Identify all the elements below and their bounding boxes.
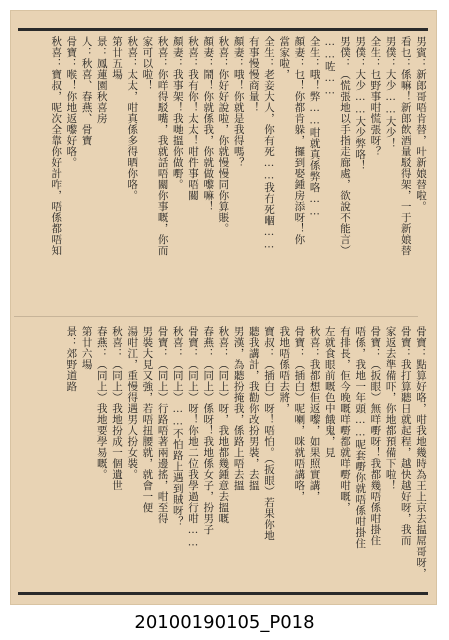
text-column: 秋喜：（同上）呀，我地都幾鍾意去搵嘅 — [217, 326, 230, 524]
text-column: 骨寶：（同上）行路唔著兩邊搖，咁至得 — [156, 326, 169, 524]
text-column: 骨寶：（扳眼）無咩嘢呀！我都幾唔係咁掛住 — [369, 326, 382, 546]
text-column: 人：秋喜、春燕、骨寶 — [80, 36, 93, 146]
text-column: 左就食眼前嘅色中餓鬼，見 — [323, 326, 336, 458]
text-column: 骨寶：點算好咯，咁我地幾時為王上京去揾屌哥呀， — [415, 326, 427, 579]
text-column: 男裝大見又強，若唔扭腰就，就會一便 — [141, 326, 154, 513]
text-column: 第廿五場 — [111, 36, 123, 80]
text-column: 秋喜：寶叔，呢次全靠你好計咋，唔係都唔知 — [50, 36, 63, 256]
text-column: 秋喜：你好好說啦，你就慢慢同你算賬。 — [217, 36, 230, 234]
text-column: 家可以啦！ — [141, 36, 154, 91]
text-column: 男僕：大少……大少弊咯！ — [354, 36, 367, 171]
text-column: 骨寶：喉！你地返嚟好咯。 — [65, 36, 78, 168]
text-column: 有排長，佢今晚嘅咩嘢都就咩嘢咁嘅， — [339, 326, 351, 513]
text-column: 顏妻：哦！你就是我得嗎？ — [232, 36, 245, 168]
text-column: 骨寶：（插白）呢喇，咪就唔講咯， — [293, 326, 306, 502]
text-column: 男賓：新郎哥唔肯替，叶新娘替啦。 — [415, 36, 427, 212]
text-column: 男僕：（慌張地以手指走廊處，欲說不能言） — [339, 36, 351, 256]
text-column: 春燕：（同上）係呀！我地係女子，扮男子 — [202, 326, 215, 535]
text-column: 秋喜：我有你！太太！咁件事唔關 — [187, 36, 199, 201]
text-column: 全生：哦！弊……咁就真係弊咯…… — [308, 36, 321, 218]
text-column: 有事慢慢商量！ — [247, 36, 260, 113]
text-column: 景：郊野道路 — [65, 326, 78, 392]
text-column: 秋喜：（同上）……不怕路上遇到賊呀？ — [171, 326, 184, 527]
text-column: 看乜：係嘛！新郎飲酒量駁得架，一于新娘替 — [399, 36, 412, 256]
image-caption: 20100190105_P018 — [134, 612, 315, 633]
text-column: 秋喜：我都想佢返嚟，如果照實講， — [308, 326, 321, 502]
text-column: 顏妻：我事架！我哋搵你做嘢。 — [171, 36, 184, 190]
top-border-rule — [18, 28, 428, 31]
text-column: 全生：老妾大人，你有死……我冇死嗰…… — [263, 36, 275, 251]
text-column: 春燕：（同上）我地要學易嘅。 — [95, 326, 108, 480]
text-column: 第廿六場 — [80, 326, 93, 370]
text-column: 全生：乜野事咁慌張呀？ — [369, 36, 382, 157]
text-column: 唔係，我地一年頭……呢套嘢你就唔係咁掛住 — [354, 326, 367, 549]
text-column: 男僕：大少……大少！ — [384, 36, 397, 149]
text-column: 顏妻：鬧！你就係我，你就做嚟嘛！ — [202, 36, 215, 212]
text-column: 骨寶：（同上）呀！你地二位我學過行咁…… — [187, 326, 199, 549]
text-column: 男漢，為聽扮掩我，係路上唔去搵 — [232, 326, 245, 491]
text-column: 寶叔：（插白）呀！唔怕。（扳眼）若果你地 — [263, 326, 275, 541]
text-column: ……咗…… — [323, 36, 336, 97]
text-column: 湯咁江，重慢得遇男人扮女裝。 — [126, 326, 139, 480]
section-divider — [14, 316, 418, 317]
text-column: 秋喜：你咩得駁嘴，我就話唔關你事嘅，你而 — [156, 36, 169, 256]
text-column: 秋喜：太太，咁真係多得晒你咯。 — [126, 36, 139, 201]
text-column: 我地唔係唔去將， — [278, 326, 291, 414]
text-column: 秋喜：（同上）我地扮成一個遺世 — [111, 326, 123, 491]
text-column: 顏妻：乜！你都肯躲，攞到娶鍾房添呀！你 — [293, 36, 306, 245]
text-column: 聽我講計，我勸你改扮男裝，去搵 — [247, 326, 260, 491]
text-column: 當家啦， — [278, 36, 291, 80]
text-column: 家返去準備吓，你地都預備下啦！ — [384, 326, 397, 491]
text-column: 景：鳳蓮園秋喜房 — [95, 36, 108, 124]
bottom-border-rule — [18, 592, 428, 595]
text-column: 骨寶：我打算聽日就起程，越快越好呀，我而 — [399, 326, 412, 546]
